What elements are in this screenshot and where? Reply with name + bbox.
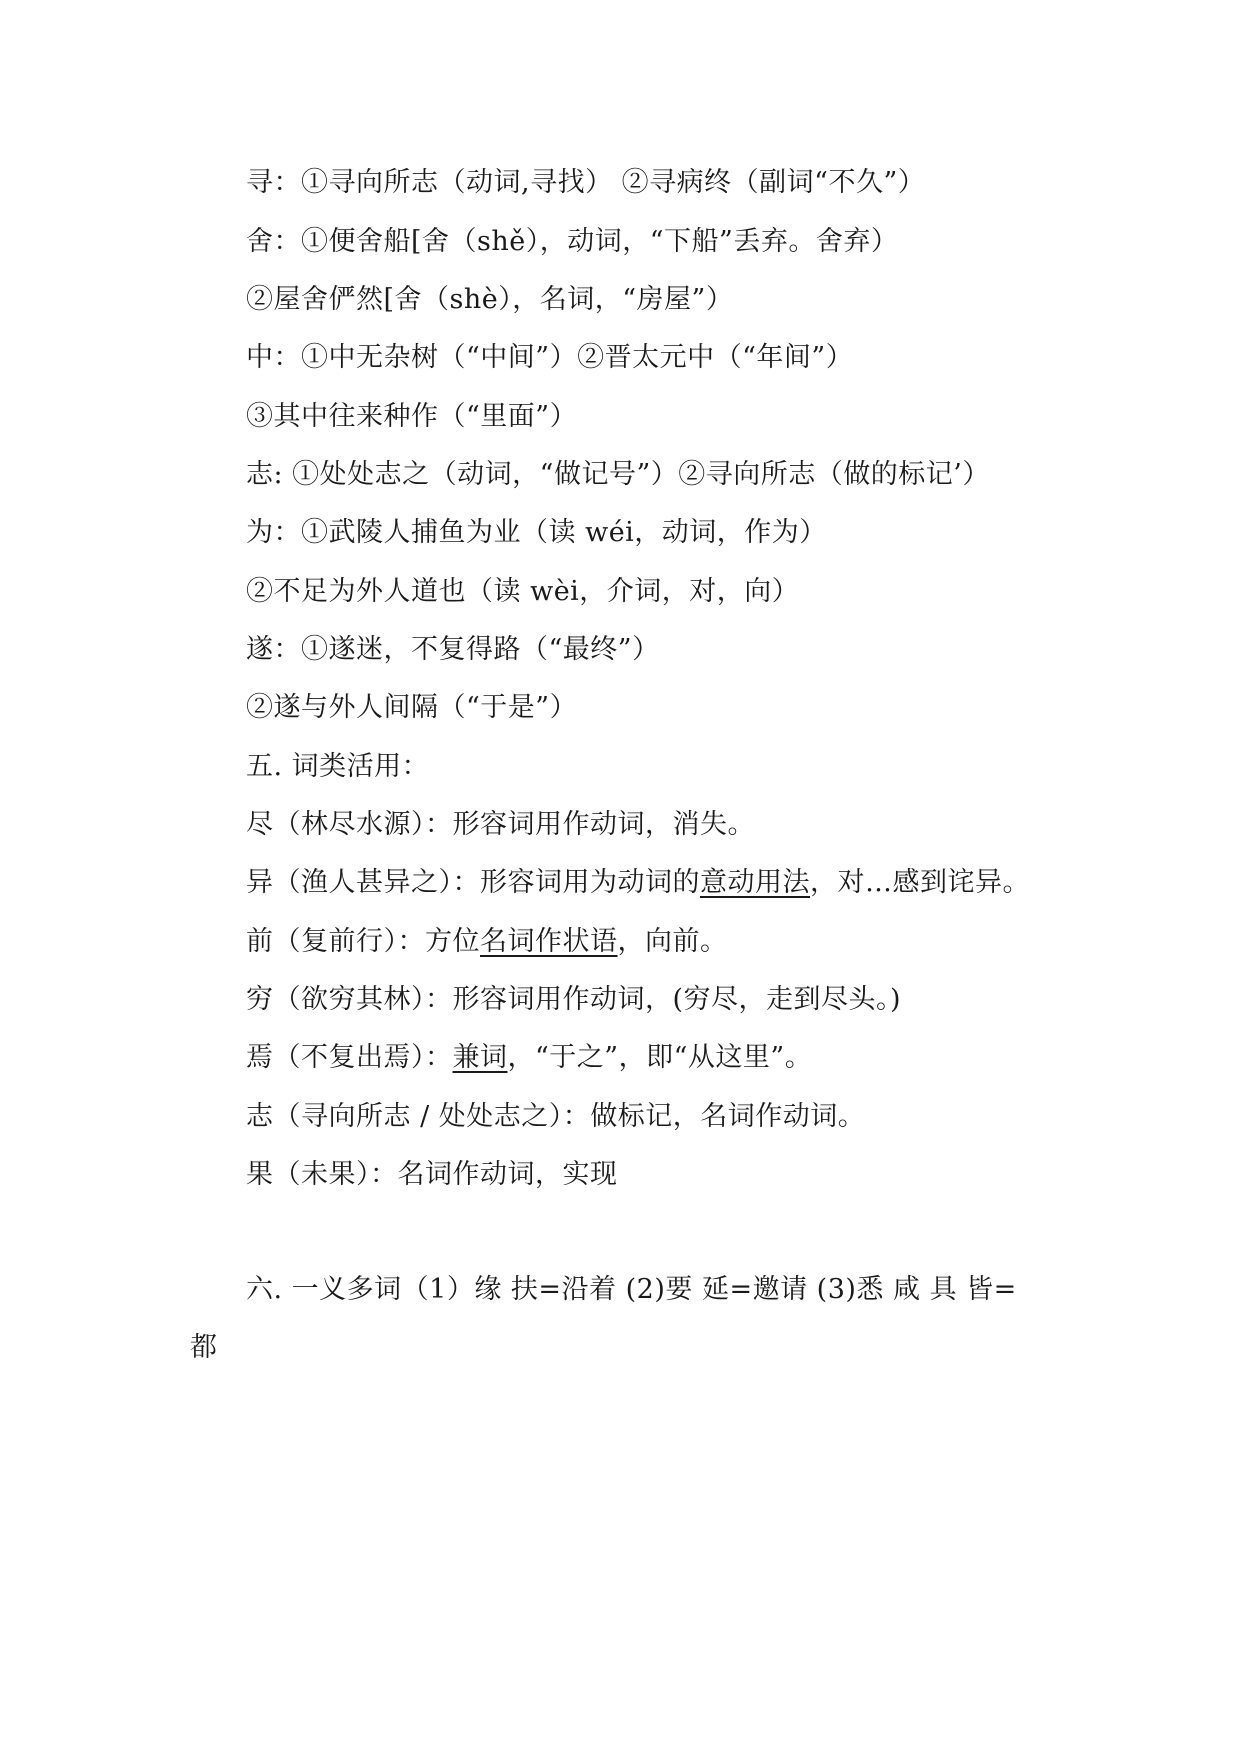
usage-guo: 果（未果）：名词作动词，实现 bbox=[246, 1159, 618, 1190]
entry-sui-2: ②遂与外人间隔（“于是”） bbox=[246, 692, 578, 723]
usage-jin: 尽（林尽水源）：形容词用作动词，消失。 bbox=[246, 809, 755, 840]
usage-zhi: 志（寻向所志 / 处处志之）：做标记，名词作动词。 bbox=[246, 1101, 866, 1132]
section-6-continuation: 都 bbox=[190, 1332, 218, 1363]
entry-she-2: ②屋舍俨然[舍（shè），名词，“房屋”） bbox=[246, 284, 734, 315]
usage-yi bbox=[246, 863, 1030, 903]
usage-yi-underlined: 意动用法 bbox=[700, 867, 810, 898]
usage-yi-text-b: ，对…感到诧异。 bbox=[810, 867, 1030, 898]
usage-yan-text-b: ，“于之”，即“从这里”。 bbox=[507, 1042, 813, 1073]
section-heading-5: 五. 词类活用： bbox=[246, 751, 430, 782]
entry-she-1: 舍：①便舍船[舍（shě），动词，“下船”丢弃。舍弃） bbox=[246, 226, 899, 257]
usage-yi-text-a: 异（渔人甚异之）：形容词用为动词的 bbox=[246, 867, 700, 898]
entry-xun: 寻：①寻向所志（动词,寻找） ②寻病终（副词“不久”） bbox=[246, 167, 926, 198]
usage-qian bbox=[246, 922, 728, 962]
usage-yan bbox=[246, 1038, 812, 1078]
entry-zhong-1: 中：①中无杂树（“中间”）②晋太元中（“年间”） bbox=[246, 342, 854, 373]
usage-yan-text-a: 焉（不复出焉）： bbox=[246, 1042, 453, 1073]
entry-zhong-2: ③其中往来种作（“里面”） bbox=[246, 401, 578, 432]
section-heading-6: 六. 一义多词（1）缘 扶=沿着 (2)要 延=邀请 (3)悉 咸 具 皆= bbox=[246, 1274, 1017, 1305]
usage-yan-underlined: 兼词 bbox=[452, 1042, 508, 1073]
usage-qian-underlined: 名词作状语 bbox=[480, 926, 618, 957]
entry-sui-1: 遂：①遂迷，不复得路（“最终”） bbox=[246, 634, 660, 665]
entry-wei-1: 为：①武陵人捕鱼为业（读 wéi，动词，作为） bbox=[246, 517, 827, 548]
usage-qian-text-b: ，向前。 bbox=[617, 926, 728, 957]
usage-qian-text-a: 前（复前行）：方位 bbox=[246, 926, 480, 957]
entry-zhi: 志: ①处处志之（动词，“做记号”）②寻向所志（做的标记’） bbox=[246, 459, 990, 490]
usage-qiong: 穷（欲穷其林）：形容词用作动词，(穷尽，走到尽头。) bbox=[246, 984, 902, 1015]
entry-wei-2: ②不足为外人道也（读 wèi，介词，对，向） bbox=[246, 576, 800, 607]
